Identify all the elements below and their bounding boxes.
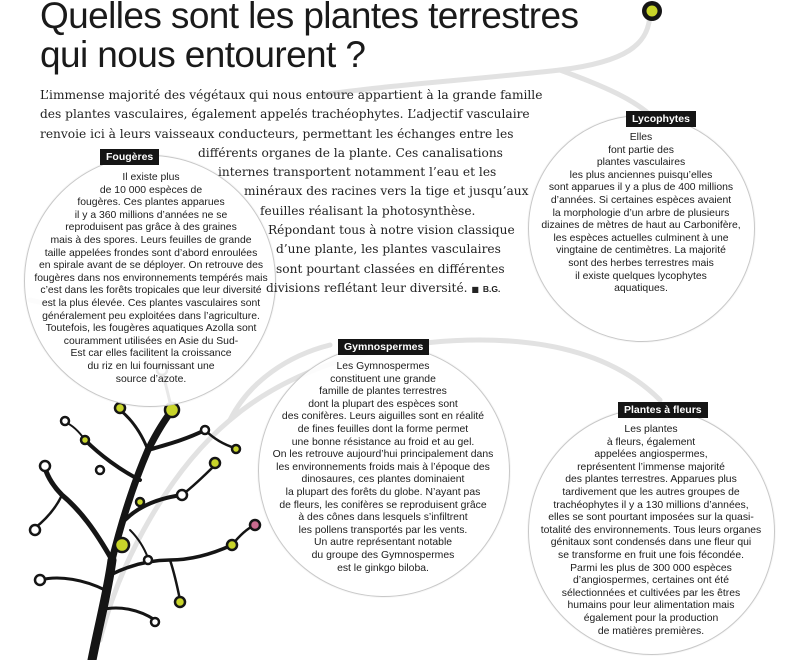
title-line: Quelles sont les plantes terrestres <box>40 0 579 36</box>
lycophytes-line: vingtaine de centimètres. La majorité <box>556 245 726 257</box>
fougeres-line: taille appelées frondes sont d’abord enroulées <box>44 247 258 259</box>
fougeres-line: généralement peu exploitées dans l’agriculture. <box>42 310 260 322</box>
fougeres-line: il y a 360 millions d’années ne se <box>74 209 228 221</box>
plantes-a-fleurs-line: trachéophytes il y a 130 millions d’années, <box>553 499 749 511</box>
lycophytes-line: d’années. Si certaines espèces avaient <box>550 194 732 206</box>
fougeres-line: reproduisent pas grâce à des graines <box>65 222 237 234</box>
page-title <box>40 0 600 74</box>
lycophytes-line: sont des herbes terrestres mais <box>568 257 714 269</box>
lycophytes-line: la morphologie d’un arbre de plusieurs <box>552 207 730 219</box>
gymnospermes-line: est le ginkgo biloba. <box>337 562 429 574</box>
plantes-a-fleurs-line: elles se sont pourtant imposées sur la quasi- <box>548 512 754 524</box>
fougeres-text <box>20 172 282 386</box>
gymnospermes-line: Un autre représentant notable <box>313 537 453 549</box>
plantes-a-fleurs-line: appelées angiospermes, <box>594 449 708 461</box>
intro-line: des plantes vasculaires, également appelés trachéophytes. L’adjectif vasculaire <box>40 107 530 122</box>
gymnospermes-line: On les retrouve aujourd’hui principalement dans <box>272 449 494 461</box>
plantes-a-fleurs-text <box>526 424 776 638</box>
gymnospermes-line: les environnements froids mais à l’époque des <box>276 461 490 473</box>
plantes-a-fleurs-line: humains pour leur alimentation mais <box>567 600 735 612</box>
gymnospermes-line: des conifères. Leurs aiguilles sont en réalité <box>281 411 485 423</box>
gymnospermes-line: une bonne résistance au froid et au gel. <box>291 436 475 448</box>
lycophytes-line: sont apparues il y a plus de 400 millions <box>548 182 734 194</box>
intro-line: L’immense majorité des végétaux qui nous entoure appartient à la grande famille <box>40 88 543 102</box>
plantes-a-fleurs-line: totalité des environnements. Tous leurs organes <box>540 524 762 536</box>
plantes-a-fleurs-line: Parmi les plus de 300 000 espèces <box>570 562 732 574</box>
intro-line: feuilles réalisant la photosynthèse. <box>260 203 476 218</box>
lycophytes-line: il existe quelques lycophytes <box>575 270 707 282</box>
author-signature: B.G. <box>482 283 501 294</box>
lycophytes-line: font partie des <box>608 144 674 156</box>
fougeres-line: c’est dans les forêts tropicales que leur diversité <box>40 285 262 297</box>
gymnospermes-text <box>254 361 512 575</box>
lycophytes-line: les espèces actuelles culminent à une <box>553 232 729 244</box>
fougeres-line: Toutefois, les fougères aquatiques Azolla sont <box>45 323 257 335</box>
fougeres-line: source d’azote. <box>115 373 187 385</box>
fougeres-line: Il existe plus <box>122 172 180 183</box>
gymnospermes-line: du groupe des Gymnospermes <box>311 549 455 561</box>
fougeres-line: fougères dans nos environnements tempérés mais <box>34 272 268 284</box>
gymnospermes-tag: Gymnospermes <box>338 339 429 355</box>
tree-illustration <box>35 372 255 660</box>
lycophytes-line: les plus anciennes puisqu’elles <box>569 169 713 181</box>
title-line: qui nous entourent ? <box>40 34 366 75</box>
plantes-a-fleurs-line: des plantes terrestres. Apparues plus <box>565 474 737 486</box>
plantes-a-fleurs-line: tardivement que les autres groupes de <box>562 486 740 498</box>
gymnospermes-line: de fines feuilles dont la forme permet <box>297 423 469 435</box>
top-node-icon <box>642 1 662 21</box>
intro-line: d’une plante, les plantes vasculaires <box>276 242 501 257</box>
gymnospermes-line: la plupart des forêts du globe. N’ayant pas <box>285 486 481 498</box>
intro-line: différents organes de la plante. Ces canalisations <box>198 145 503 160</box>
intro-line: internes transportent notamment l’eau et les <box>218 165 497 180</box>
intro-line: divisions reflétant leur diversité. <box>266 280 468 295</box>
gymnospermes-line: dont la plupart des espèces sont <box>308 398 458 410</box>
plantes-a-fleurs-line: également pour la production <box>583 612 719 624</box>
lycophytes-line: dizaines de mètres de haut au Carbonifère, <box>541 220 741 232</box>
lycophytes-tag: Lycophytes <box>626 111 696 127</box>
plantes-a-fleurs-line: se transforme en fruit une fois fécondée. <box>558 549 744 561</box>
gymnospermes-line: de fleurs, les conifères se reproduisent grâce <box>279 499 487 511</box>
gymnospermes-line: Les Gymnospermes <box>336 361 430 372</box>
fougeres-line: en spirale avant de se déployer. On retrouve des <box>38 260 264 272</box>
fougeres-line: Est car elles facilitent la croissance <box>70 348 232 360</box>
lycophytes-text <box>530 132 752 296</box>
fougeres-line: fougères. Ces plantes apparues <box>77 197 225 209</box>
intro-line: sont pourtant classées en différentes <box>276 261 505 276</box>
fougeres-line: est la plus élevée. Ces plantes vasculaires sont <box>41 297 261 309</box>
lycophytes-line: Elles <box>629 132 653 143</box>
plantes-a-fleurs-line: d’angiospermes, certaines ont été <box>573 575 729 587</box>
gymnospermes-line: constituent une grande <box>330 373 436 385</box>
fougeres-line: mais à des spores. Leurs feuilles de grande <box>50 234 252 246</box>
intro-paragraph: L’immense majorité des végétaux qui nous entoure appartient à la grande famille des plantes vasculaires, également appelés trachéophytes. L’adjectif vasculaire renvoie ici à leurs vaisseaux conducteurs, permettant les échanges entre les différents organes de la plante. Ces canalisations internes transportent notamment l’eau et les minéraux des racines vers la tige et jusqu’aux feuilles réalisant la photosynthèse. Répondant tous à notre vision classique d’une plante, les plantes vasculaires sont pourtant classées en différentes divisions reflétant leur diversité. ■ B.G. <box>40 88 543 295</box>
plantes-a-fleurs-line: sélectionnées et cultivées par les êtres <box>561 587 741 599</box>
plantes-a-fleurs-line: de matières premières. <box>597 625 705 637</box>
gymnospermes-line: à des cônes dans lesquels s’infiltrent <box>298 512 468 524</box>
intro-line: Répondant tous à notre vision classique <box>268 223 515 238</box>
plantes-a-fleurs-line: génitaux sont condensés dans une fleur qui <box>550 537 752 549</box>
fougeres-line: couramment utilisées en Asie du Sud- <box>63 335 239 347</box>
fougeres-line: de 10 000 espèces de <box>99 184 203 196</box>
plantes-a-fleurs-line: représentent l’immense majorité <box>577 461 725 473</box>
intro-line: minéraux des racines vers la tige et jusqu’aux <box>244 184 529 199</box>
fougeres-tag: Fougères <box>100 149 159 165</box>
lycophytes-line: plantes vasculaires <box>596 157 686 169</box>
intro-line: renvoie ici à leurs vaisseaux conducteurs, permettant les échanges entre les <box>40 126 514 141</box>
lycophytes-line: aquatiques. <box>614 283 668 295</box>
plantes-a-fleurs-tag: Plantes à fleurs <box>618 402 708 418</box>
gymnospermes-line: famille de plantes terrestres <box>319 386 447 398</box>
gymnospermes-line: les pollens transportés par les vents. <box>298 524 468 536</box>
plantes-a-fleurs-line: à fleurs, également <box>606 436 696 448</box>
plantes-a-fleurs-line: Les plantes <box>624 424 678 435</box>
gymnospermes-line: dinosaures, ces plantes dominaient <box>301 474 465 486</box>
fougeres-line: du riz en lui fournissant une <box>87 360 215 372</box>
